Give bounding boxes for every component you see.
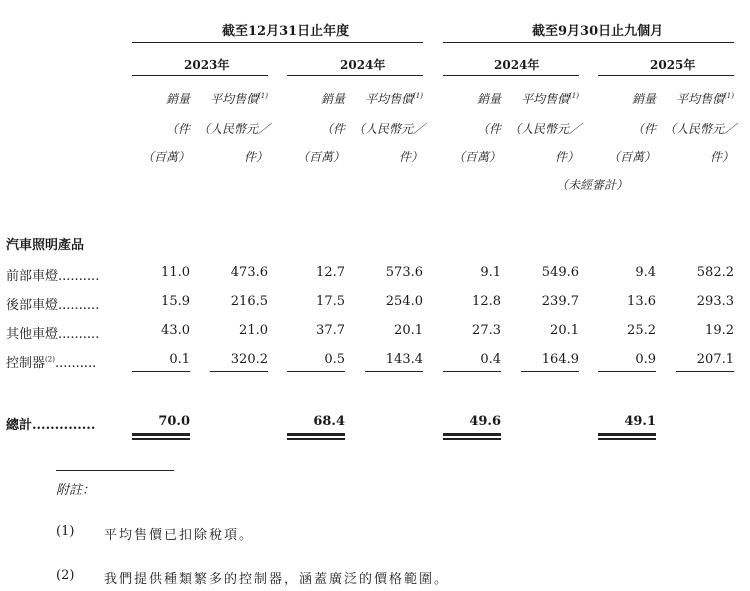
subheader-price-line [198,148,268,165]
row-label [6,265,99,284]
total-2025: 49.1 [624,414,656,429]
total-double-rule-4a [598,433,656,436]
subheader-price-line [198,120,271,137]
subheader-volume-line: （件 [165,122,190,136]
total-double-rule-4b [598,438,656,440]
section-title: 汽車照明產品 [6,238,85,253]
header-year-rule [132,42,423,43]
footnote-ref-1: (1) [724,92,734,100]
subheader-price-line [664,148,734,165]
subheader-volume-line: （百萬） [296,150,345,164]
year-rule-4 [598,75,734,76]
note-2-text: 我們提供種類繁多的控制器，涵蓋廣泛的價格範圍。 [104,572,450,587]
total-double-rule-2b [287,438,345,440]
table-cell: 143.4 [385,352,423,367]
subheader-price-text: 平均售價 [365,92,414,106]
subheader-price-text: 平均售價 [676,92,725,106]
note-1-text: 平均售價已扣除稅項。 [104,528,255,543]
total-double-rule-1b [132,438,190,440]
table-cell: 43.0 [161,323,190,338]
table-cell: 12.8 [472,294,501,309]
note-1-num: (1) [56,524,75,539]
row-label [6,352,96,371]
total-double-rule-1a [132,433,190,436]
rule-price-2 [365,371,423,372]
row-label-text: 其他車燈.......... [6,327,100,342]
table-cell: 216.5 [230,294,268,309]
subheader-price-line [353,90,423,107]
rule-vol-3 [443,371,501,372]
rule-vol-1 [132,371,190,372]
total-2024-year: 68.4 [313,414,345,429]
total-double-rule-2a [287,433,345,436]
subheader-price-line [509,148,579,165]
total-double-rule-3b [443,438,501,440]
header-year-group: 截至12月31日止年度 [222,24,350,39]
table-cell: 473.6 [230,265,268,280]
table-cell: 20.1 [394,323,423,338]
subheader-volume-line: （百萬） [607,150,656,164]
table-cell: 13.6 [627,294,656,309]
footnote-ref-1: (1) [569,92,579,100]
subheader-price-text: （人民幣元／ [664,122,737,136]
year-2023: 2023年 [184,58,230,72]
subheader-price-text: 平均售價 [521,92,570,106]
subheader-price-line [353,120,426,137]
subheader-volume-line: （件 [476,122,501,136]
table-cell: 239.7 [541,294,579,309]
row-label-text: 後部車燈.......... [6,298,100,313]
notes-divider [56,470,174,471]
subheader-price-text: 件） [709,150,734,164]
table-cell: 582.2 [696,265,734,280]
row-label [6,323,99,342]
subheader-volume-line: 銷量 [320,92,345,106]
table-cell: 21.0 [239,323,268,338]
row-label-text: 前部車燈.......... [6,269,100,284]
table-cell: 19.2 [705,323,734,338]
table-cell: 0.1 [169,352,190,367]
table-cell: 12.7 [316,265,345,280]
table-cell: 573.6 [385,265,423,280]
table-cell: 293.3 [696,294,734,309]
rule-vol-2 [287,371,345,372]
total-2023: 70.0 [158,414,190,429]
table-cell: 9.4 [635,265,656,280]
footnote-ref-1: (1) [258,92,268,100]
rule-price-3 [521,371,579,372]
year-2025: 2025年 [650,58,696,72]
table-cell: 549.6 [541,265,579,280]
subheader-price-text: （人民幣元／ [509,122,582,136]
subheader-price-text: 件） [554,150,579,164]
table-cell: 0.4 [480,352,501,367]
subheader-price-text: 平均售價 [210,92,259,106]
subheader-volume-line: （百萬） [141,150,190,164]
total-label: 總計.............. [6,418,96,433]
rule-price-1 [210,371,268,372]
subheader-price-text: 件） [398,150,423,164]
table-cell: 9.1 [480,265,501,280]
table-cell: 17.5 [316,294,345,309]
table-cell: 0.9 [635,352,656,367]
subheader-volume-line: （件 [631,122,656,136]
footnote-ref-2: (2) [45,355,55,364]
subheader-volume-line: 銷量 [165,92,190,106]
subheader-price-text: 件） [243,150,268,164]
table-cell: 207.1 [696,352,734,367]
rule-price-4 [676,371,734,372]
header-period-rule [443,42,734,43]
total-double-rule-3a [443,433,501,436]
total-2024-period: 49.6 [469,414,501,429]
row-label-text: 控制器 [6,356,46,371]
subheader-price-line [353,148,423,165]
subheader-price-line [664,90,734,107]
subheader-volume-line: （件 [320,122,345,136]
unaudited-note: （未經審計） [556,178,629,192]
table-cell: 37.7 [316,323,345,338]
subheader-volume-line: （百萬） [452,150,501,164]
subheader-price-text: （人民幣元／ [353,122,426,136]
table-cell: 0.5 [324,352,345,367]
row-leader-dots: .......... [54,356,97,371]
table-cell: 27.3 [472,323,501,338]
subheader-price-line [198,90,268,107]
table-cell: 15.9 [161,294,190,309]
header-period-group: 截至9月30日止九個月 [532,24,664,39]
notes-title: 附註： [56,483,96,498]
table-cell: 320.2 [230,352,268,367]
year-2024-a: 2024年 [340,58,386,72]
year-2024-b: 2024年 [494,58,540,72]
year-rule-1 [132,75,268,76]
table-cell: 20.1 [550,323,579,338]
year-rule-2 [287,75,423,76]
table-cell: 164.9 [541,352,579,367]
rule-vol-4 [598,371,656,372]
table-cell: 11.0 [161,265,190,280]
year-rule-3 [443,75,579,76]
row-label [6,294,99,313]
subheader-volume-line: 銷量 [476,92,501,106]
subheader-price-text: （人民幣元／ [198,122,271,136]
subheader-price-line [509,90,579,107]
subheader-price-line [509,120,582,137]
subheader-volume-line: 銷量 [631,92,656,106]
table-cell: 25.2 [627,323,656,338]
table-cell: 254.0 [385,294,423,309]
subheader-price-line [664,120,737,137]
footnote-ref-1: (1) [413,92,423,100]
note-2-num: (2) [56,568,75,583]
